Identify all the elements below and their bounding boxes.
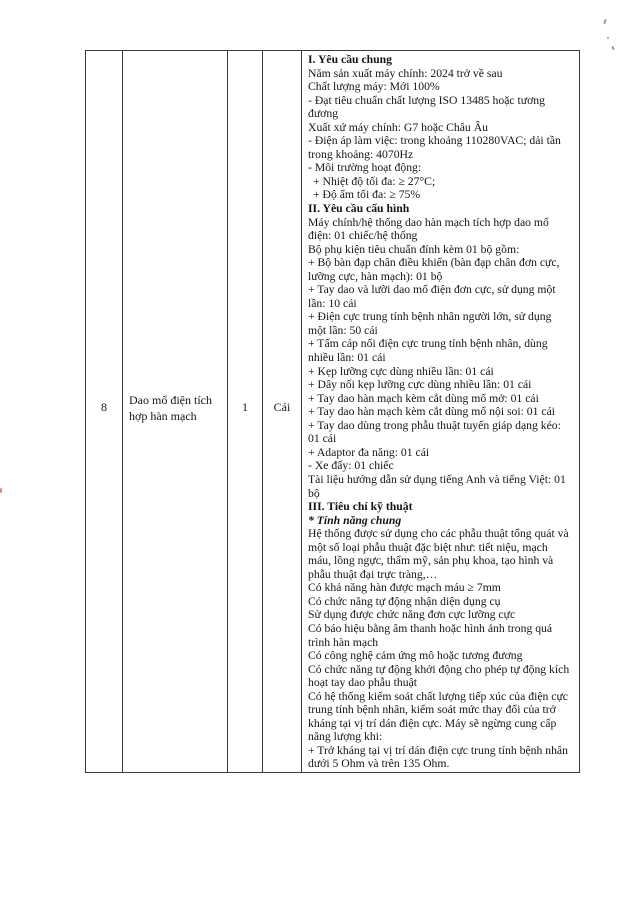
spec-line: Có công nghệ cảm ứng mô hoặc tương đương <box>308 649 523 663</box>
spec-line: nhiều lần: 01 cái <box>308 351 386 365</box>
spec-line: + Tay dao và lưỡi dao mổ điện đơn cực, sử dụng một <box>308 283 556 297</box>
spec-line: Tài liệu hướng dẫn sử dụng tiếng Anh và tiếng Việt: 01 <box>308 472 566 486</box>
item-number-cell <box>86 51 122 772</box>
spec-line: Có hệ thống kiểm soát chất lượng tiếp xúc của điện cực <box>308 689 568 703</box>
spec-line: Sử dụng được chức năng đơn cực lưỡng cực <box>308 608 516 622</box>
spec-line: Năm sản xuất máy chính: 2024 trở về sau <box>308 66 503 80</box>
spec-line: - Điện áp làm việc: trong khoảng 110280VAC; dải tần <box>308 134 561 148</box>
spec-line: năng lượng khi: <box>308 730 383 744</box>
spec-line: trình hàn mạch <box>308 635 379 649</box>
scan-mark <box>607 37 609 39</box>
spec-line: lần: 10 cái <box>308 296 357 310</box>
spec-line: Chất lượng máy: Mới 100% <box>308 80 440 94</box>
spec-line: lưỡng cực, hàn mạch): 01 bộ <box>308 269 443 283</box>
spec-line: trung tính bệnh nhân, kiểm soát mức thay đổi của trở <box>308 703 556 717</box>
item-quantity-cell <box>227 51 262 772</box>
spec-line: Máy chính/hệ thống dao hàn mạch tích hợp dao mổ <box>308 215 549 229</box>
spec-line: Hệ thống được sử dụng cho các phẫu thuật tổng quát và <box>308 527 569 541</box>
scan-mark <box>603 19 606 24</box>
spec-line: Có báo hiệu bằng âm thanh hoặc hình ảnh trong quá <box>308 621 553 635</box>
spec-line: + Dây nối kẹp lưỡng cực dùng nhiều lần: 01 cái <box>308 378 532 392</box>
spec-line: + Bộ bàn đạp chân điều khiển (bàn đạp chân đơn cực, <box>308 256 560 270</box>
section-heading: II. Yêu cầu cấu hình <box>308 202 410 216</box>
spec-line: kháng tại vị trí dán điện cực. Máy sẽ ngừng cung cấp <box>308 716 557 730</box>
section-subheading: * Tính năng chung <box>308 513 402 527</box>
spec-line: Có chức năng tự động nhận diện dụng cụ <box>308 594 501 608</box>
spec-line: điện: 01 chiếc/hệ thống <box>308 229 418 243</box>
spec-line: + Tấm cáp nối điện cực trung tính bệnh nhân, dùng <box>308 337 548 351</box>
spec-line: đương <box>308 107 339 121</box>
spec-line: một lần: 50 cái <box>308 323 378 337</box>
spec-line: Xuất xứ máy chính: G7 hoặc Châu Âu <box>308 120 488 134</box>
spec-line: trong khoảng: 4070Hz <box>308 147 414 161</box>
spec-line: + Tay dao dùng trong phẫu thuật tuyến giáp dạng kéo: <box>308 418 561 432</box>
spec-line: - Môi trường hoạt động: <box>308 161 422 175</box>
item-unit-cell <box>262 51 301 772</box>
item-name: Dao mổ điện tích hợp hàn mạch <box>129 392 212 423</box>
spec-line: một số loại phẫu thuật đặc biệt như: tiết niệu, mạch <box>308 540 548 554</box>
spec-line: 01 cái <box>308 432 337 446</box>
scan-mark <box>611 46 614 50</box>
spec-line: bộ <box>308 486 320 500</box>
section-heading: I. Yêu cầu chung <box>308 53 392 66</box>
spec-line: dưới 5 Ohm và trên 135 Ohm. <box>308 757 450 771</box>
specification-cell <box>301 51 579 772</box>
spec-line: + Tay dao hàn mạch kèm cắt dùng mổ nội soi: 01 cái <box>308 405 556 419</box>
spec-line: + Trở kháng tại vị trí dán điện cực trung tính bệnh nhân <box>308 743 568 757</box>
spec-line: Bộ phụ kiện tiêu chuẩn đính kèm 01 bộ gồm: <box>308 242 520 256</box>
spec-line: + Độ ẩm tối đa: ≥ 75% <box>313 188 421 202</box>
section-heading: III. Tiêu chí kỹ thuật <box>308 500 413 514</box>
spec-line: + Tay dao hàn mạch kèm cắt dùng mổ mở: 01 cái <box>308 391 539 405</box>
spec-line: Có chức năng tự động khởi động cho phép tự động kích <box>308 662 570 676</box>
spec-line: + Nhiệt độ tối đa: ≥ 27°C; <box>313 174 436 188</box>
spec-line: Có khả năng hàn được mạch máu ≥ 7mm <box>308 581 501 595</box>
scan-mark <box>0 488 2 493</box>
item-quantity: 1 <box>242 400 248 414</box>
spec-table <box>85 50 580 773</box>
item-unit: Cái <box>273 400 291 414</box>
spec-line: - Xe đẩy: 01 chiếc <box>308 459 394 473</box>
spec-line: hoạt tay dao phẫu thuật <box>308 676 418 690</box>
spec-line: + Điện cực trung tính bệnh nhân người lớn, sử dụng <box>308 310 552 324</box>
item-name-cell <box>122 51 227 772</box>
item-number: 8 <box>101 400 107 414</box>
spec-line: - Đạt tiêu chuẩn chất lượng ISO 13485 hoặc tương <box>308 93 545 107</box>
spec-line: phẫu thuật đại trực tràng,… <box>308 567 438 581</box>
spec-line: + Adaptor đa năng: 01 cái <box>308 445 430 459</box>
spec-line: + Kẹp lưỡng cực dùng nhiều lần: 01 cái <box>308 364 494 378</box>
spec-line: máu, lồng ngực, thẩm mỹ, sản phụ khoa, tạo hình và <box>308 554 554 568</box>
